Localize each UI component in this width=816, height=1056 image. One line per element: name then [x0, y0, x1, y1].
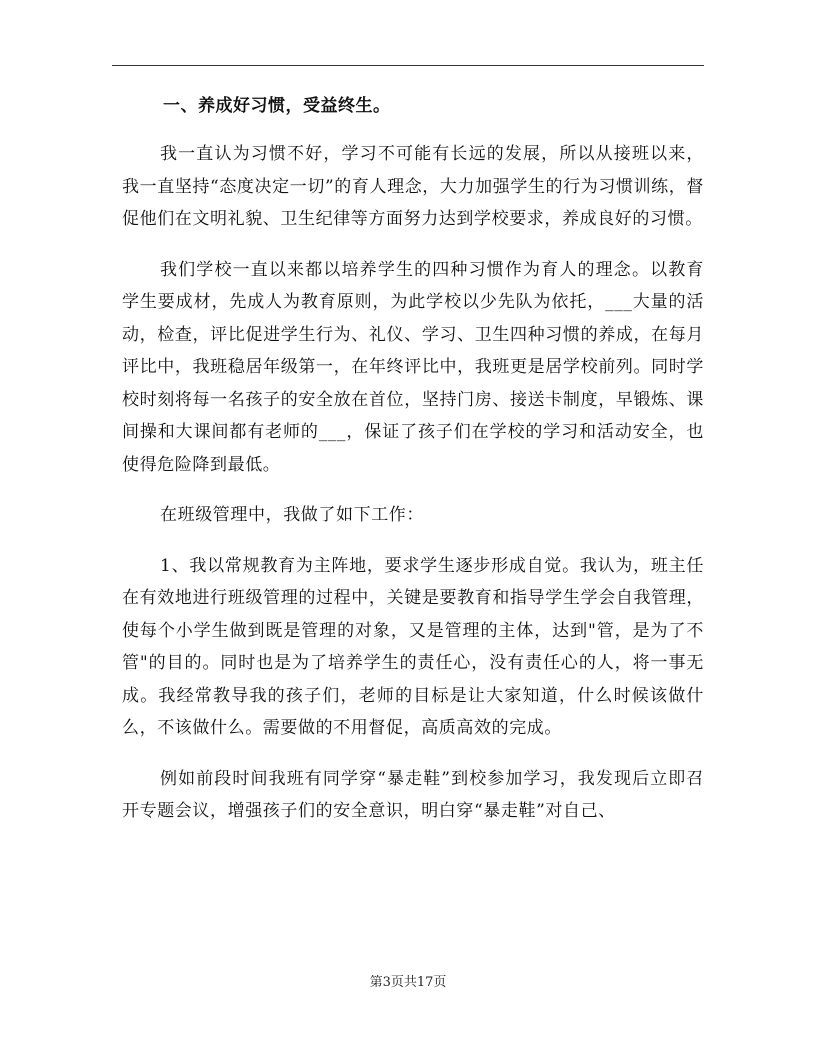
section-heading: 一、养成好习惯，受益终生。: [163, 96, 391, 116]
paragraph: 例如前段时间我班有同学穿“暴走鞋”到校参加学习，我发现后立即召开专题会议，增强孩子们的安全意识，明白穿“暴走鞋”对自己、: [122, 768, 704, 821]
paragraph: 我一直认为习惯不好，学习不可能有长远的发展，所以从接班以来，我一直坚持“态度决定一切”的育人理念，大力加强学生的行为习惯训练，督促他们在文明礼貌、卫生纪律等方面努力达到学校要求，养成良好的习惯。: [122, 144, 704, 229]
paragraph: 在班级管理中，我做了如下工作：: [160, 505, 424, 525]
header-rule: [112, 65, 704, 66]
page-footer: 第3页共17页: [369, 975, 447, 990]
document-body: [122, 90, 704, 828]
paragraph: 1、我以常规教育为主阵地，要求学生逐步形成自觉。我认为，班主任在有效地进行班级管理的过程中，关键是要教育和指导学生学会自我管理，使每个小学生做到既是管理的对象，又是管理的主体，达到"管，是为了不管"的目的。同时也是为了培养学生的责任心，没有责任心的人，将一事无成。我经常教导我的孩子们，老师的目标是让大家知道，什么时候该做什么，不该做什么。需要做的不用督促，高质高效的完成。: [122, 555, 704, 738]
paragraph: 我们学校一直以来都以培养学生的四种习惯作为育人的理念。以教育学生要成材，先成人为教育原则，为此学校以少先队为依托，___大量的活动，检查，评比促进学生行为、礼仪、学习、卫生四种习惯的养成，在每月评比中，我班稳居年级第一，在年终评比中，我班更是居学校前列。同时学校时刻将每一名孩子的安全放在首位，坚持门房、接送卡制度，早锻炼、课间操和大课间都有老师的___，保证了孩子们在学校的学习和活动安全，也使得危险降到最低。: [122, 259, 704, 475]
